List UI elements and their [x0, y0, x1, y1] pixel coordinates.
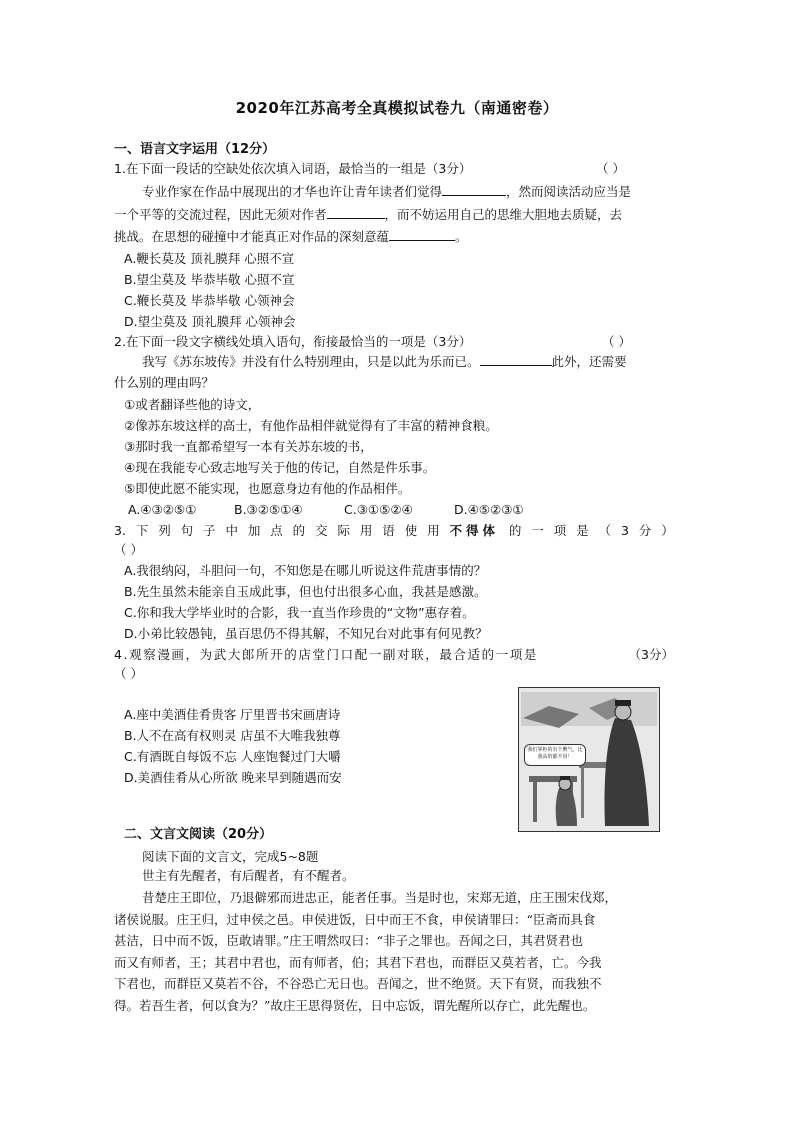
q1-option-b[interactable]: B.望尘莫及 毕恭毕敬 心照不宣 [124, 272, 295, 287]
q3-option-a[interactable]: A.我很纳闷，斗胆问一句，不知您是在哪儿听说这件荒唐事情的？ [124, 563, 487, 578]
q4-answer-paren: （ ） [114, 666, 143, 681]
q1-answer-paren: （ ） [596, 161, 625, 176]
q3-stem-char: （ [598, 523, 612, 538]
q1-passage-text: 专业作家在作品中展现出的才华也许让青年读者们觉得 [142, 184, 443, 199]
classical-passage-line2: 昔楚庄王即位，乃退僻邪而进忠正，能者任事。当是时也，宋郑无道，庄王围宋伐郑， [142, 890, 618, 905]
section2-instruction: 阅读下面的文言文，完成5~8题 [142, 849, 319, 864]
q3-stem-char: 3 [620, 523, 629, 538]
q2-passage-text: 我写《苏东坡传》并没有什么特别理由，只是以此为乐而已。 [142, 354, 480, 369]
q2-item-5: ⑤即使此愿不能实现，也愿意身边有他的作品相伴。 [124, 481, 411, 496]
q4-option-a[interactable]: A.座中美酒佳肴贵客 厅里晋书宋画唐诗 [124, 707, 341, 722]
classical-passage-line4: 甚洁，日中而不饭，臣敢请罪。”庄王喟然叹曰：“非子之罪也。吾闻之曰，其君贤君也 [114, 933, 584, 948]
comic-speech-bubble: 我们掌柜的有个脾气，比我高的都不用！ [524, 744, 586, 766]
classical-passage-line1: 世主有先醒者，有后醒者，有不醒者。 [142, 868, 355, 883]
q3-stem-char: 用 [359, 523, 373, 538]
q2-option-c[interactable]: C.③①⑤②④ [344, 502, 413, 517]
q2-item-3: ③那时我一直都希望写一本有关苏东坡的书， [124, 439, 373, 454]
q1-passage-text: ，然而阅读活动应当是 [506, 184, 632, 199]
q3-stem-char: 中 [225, 523, 238, 538]
q4-stem [114, 646, 674, 664]
q1-passage-line3 [114, 228, 468, 246]
q3-option-b[interactable]: B.先生虽然未能亲自玉成此事，但也付出很多心血，我甚是感激。 [124, 584, 487, 599]
q3-stem-char: 际 [337, 523, 350, 538]
q3-stem-char: 一 [531, 523, 544, 538]
q3-stem-char: 项 [553, 523, 567, 538]
q3-stem [114, 522, 674, 540]
q2-passage-text: 此外，还需要 [551, 354, 627, 369]
q1-stem [114, 160, 471, 178]
q2-option-b[interactable]: B.③②⑤①④ [234, 502, 303, 517]
q2-answer-paren: （ ） [602, 334, 631, 349]
q3-stem-char: ） [661, 523, 674, 538]
q3-stem-char: 加 [247, 523, 261, 538]
q2-stem: 2.在下面一段文字横线处填入语句，衔接最恰当的一项是（3分） [114, 334, 472, 349]
q1-passage-line1 [142, 183, 631, 201]
q3-option-d[interactable]: D.小弟比较愚钝，虽百思仍不得其解，不知兄台对此事有何见教？ [124, 626, 488, 641]
q1-passage-text: 挑战。在思想的碰撞中才能真正对作品的深刻意蕴 [114, 229, 390, 244]
q3-stem-emphasis: 不得体 [449, 523, 500, 538]
q1-blank-3[interactable] [389, 228, 455, 241]
q4-stem-score: （3分） [628, 647, 674, 662]
q2-item-4: ④现在我能专心致志地写关于他的传记，自然是件乐事。 [124, 460, 436, 475]
q4-option-c[interactable]: C.有酒既自每饭不忘 人座饱餐过门大嚼 [124, 749, 341, 764]
q3-stem-char: 子 [203, 523, 216, 538]
q1-option-c[interactable]: C.鞭长莫及 毕恭毕敬 心领神会 [124, 293, 295, 308]
q3-stem-char: 是 [576, 523, 589, 538]
section1-heading: 一、语言文字运用（12分） [114, 142, 276, 157]
q2-passage-line1 [142, 353, 627, 371]
page-title: 2020年江苏高考全真模拟试卷九（南通密卷） [235, 99, 559, 117]
q2-option-d[interactable]: D.④⑤②③① [454, 502, 524, 517]
q1-stem-text: 1.在下面一段话的空缺处依次填入词语，最恰当的一组是（3分） [114, 161, 472, 176]
q2-passage-line2: 什么别的理由吗？ [114, 375, 215, 390]
q3-stem-char: 用 [427, 523, 440, 538]
q3-option-c[interactable]: C.你和我大学毕业时的合影，我一直当作珍贵的“文物”惠存着。 [124, 605, 475, 620]
q1-passage-text: ，而不妨运用自己的思维大胆地去质疑，去 [384, 207, 623, 222]
classical-passage-line5: 而又有师者，王；其君中君也，而有师者，伯；其君下君也，而群臣又莫若者，亡。今我 [114, 955, 602, 970]
q3-stem-char: 点 [270, 523, 283, 538]
q1-option-a[interactable]: A.鞭长莫及 顶礼膜拜 心照不宣 [124, 251, 295, 266]
q3-stem-char: 分 [638, 523, 652, 538]
q1-passage-line2 [114, 206, 622, 224]
q3-stem-char: 列 [158, 523, 171, 538]
q3-stem-char: 下 [135, 523, 149, 538]
q1-passage-text: 。 [455, 229, 468, 244]
q1-blank-1[interactable] [442, 183, 506, 196]
q1-passage-text: 一个平等的交流过程，因此无须对作者 [114, 207, 327, 222]
q2-blank[interactable] [480, 353, 552, 366]
q3-stem-char: 语 [382, 523, 395, 538]
q1-blank-2[interactable] [327, 206, 385, 219]
q4-option-d[interactable]: D.美酒佳肴从心所欲 晚来早到随遇而安 [124, 770, 342, 785]
q4-option-b[interactable]: B.人不在高有权则灵 店虽不大唯我独尊 [124, 728, 341, 743]
classical-passage-line7: 得。若吾生者，何以食为？”故庄王思得贤佐，日中忘饭，谓先醒所以存亡，此先醒也。 [114, 998, 596, 1013]
q3-stem-char: 3. [114, 523, 126, 538]
q3-stem-char: 的 [508, 523, 522, 538]
classical-passage-line6: 下君也，而群臣又莫若不谷，不谷恐亡无日也。吾闻之，世不绝贤。天下有贤，而我独不 [114, 976, 602, 991]
q3-stem-char: 使 [404, 523, 418, 538]
comic-illustration [518, 687, 660, 832]
q3-stem-char: 的 [292, 523, 306, 538]
section2-heading: 二、文言文阅读（20分） [124, 827, 273, 842]
q3-stem-char: 交 [315, 523, 328, 538]
q2-option-a[interactable]: A.④③②⑤① [128, 502, 197, 517]
q1-option-d[interactable]: D.望尘莫及 顶礼膜拜 心领神会 [124, 314, 296, 329]
q2-item-2: ②像苏东坡这样的高士，有他作品相伴就觉得有了丰富的精神食粮。 [124, 418, 498, 433]
classical-passage-line3: 诸侯说服。庄王归，过申侯之邑。申侯进饭，日中而王不食，申侯请罪曰：“臣斋而具食 [114, 912, 596, 927]
q2-item-1: ①或者翻译些他的诗文， [124, 397, 261, 412]
q3-answer-paren: （ ） [114, 542, 143, 557]
q3-stem-char: 句 [180, 523, 194, 538]
q4-stem-text: 4.观察漫画，为武大郎所开的店堂门口配一副对联，最合适的一项是 [114, 647, 539, 662]
